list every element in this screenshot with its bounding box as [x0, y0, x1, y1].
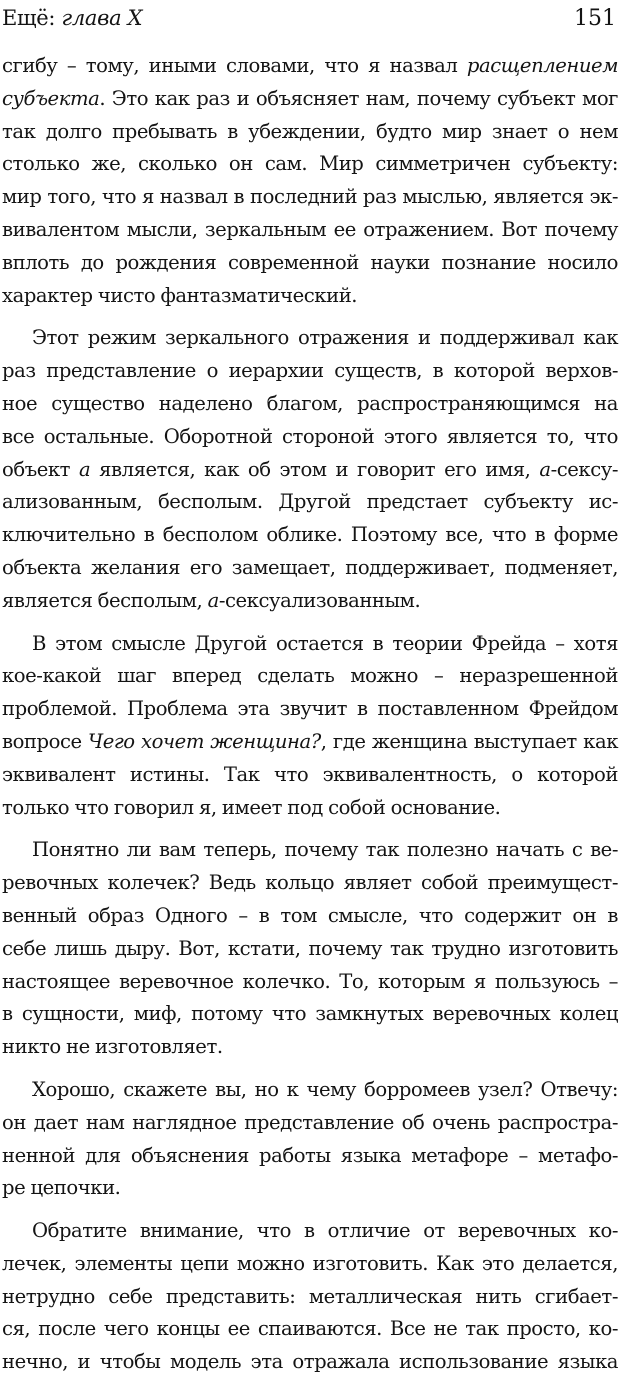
text-line: [2, 1107, 618, 1140]
text-run: столько же, сколько он сам. Мир симметричен субъекту:: [2, 152, 618, 176]
text-line: [2, 1074, 618, 1107]
text-run: раз представление о иерархии существ, в которой верхов-: [2, 359, 618, 383]
text-run: Обратите внимание, что в отличие от веревочных ко-: [32, 1219, 618, 1243]
text-line: [2, 867, 618, 900]
text-line: [2, 998, 618, 1031]
text-run: все остальные. Оборотной стороной этого является то, что: [2, 424, 618, 448]
text-line: [2, 322, 618, 355]
text-run: венный образ Одного – в том смысле, что содержит он в: [2, 903, 618, 927]
text-line: [2, 355, 618, 388]
text-run: вплоть до рождения современной науки познание носило: [2, 250, 618, 274]
text-run: объекта желания его замещает, поддерживает, подменяет,: [2, 555, 618, 579]
text-run: в сущности, миф, потому что замкнутых веревочных колец: [2, 1002, 618, 1026]
text-run: кое-какой шаг вперед сделать можно – неразрешенной: [2, 664, 618, 688]
text-run: ре цепочки.: [2, 1176, 121, 1200]
text-run: В этом смысле Другой остается в теории Фрейда – хотя: [32, 631, 618, 655]
text-line: [2, 454, 618, 487]
text-line: [2, 116, 618, 149]
text-run: никто не изготовляет.: [2, 1035, 223, 1059]
text-line: [2, 966, 618, 999]
text-run: -сексу-: [550, 457, 618, 481]
text-line: [2, 181, 618, 214]
paragraph: [2, 1215, 618, 1379]
text-line: [2, 421, 618, 454]
text-line: [2, 1172, 618, 1205]
paragraph: [2, 50, 618, 312]
text-run: лечек, элементы цепи можно изготовить. Как это делается,: [2, 1251, 618, 1275]
text-line: [2, 1215, 618, 1248]
text-run: -сексуализованным.: [218, 588, 421, 612]
text-run: объект: [2, 457, 79, 481]
running-head-chapter: глава X: [61, 6, 143, 30]
text-line: [2, 834, 618, 867]
text-run: , где женщина выступает как: [320, 729, 618, 753]
italic-run: Чего хочет женщина?: [88, 729, 321, 753]
text-run: ненной для объяснения работы языка метафоре – метафо-: [2, 1143, 618, 1167]
text-line: [2, 792, 618, 825]
page-header: [2, 0, 616, 36]
text-line: [2, 1031, 618, 1064]
text-line: [2, 1248, 618, 1281]
text-line: [2, 388, 618, 421]
text-line: [2, 1281, 618, 1314]
text-run: он дает нам наглядное представление об очень распростра-: [2, 1110, 618, 1134]
paragraph: [2, 834, 618, 1064]
text-run: сгибу – тому, иными словами, что я назвал: [2, 54, 467, 77]
text-run: вивалентом мысли, зеркальным ее отражением. Вот почему: [2, 217, 618, 241]
italic-run: а: [78, 457, 91, 481]
text-run: ализованным, бесполым. Другой предстает субъекту ис-: [2, 490, 618, 514]
text-run: проблемой. Проблема эта звучит в поставленном Фрейдом: [2, 697, 618, 721]
body-text: [2, 50, 618, 1379]
text-line: [2, 519, 618, 552]
italic-run: а: [207, 588, 219, 612]
text-line: [2, 759, 618, 792]
paragraph: [2, 322, 618, 617]
text-run: так долго пребывать в убеждении, будто мир знает о нем: [2, 119, 618, 143]
text-run: мир того, что я назвал в последний раз мыслью, является эк-: [2, 185, 618, 209]
running-head: [2, 6, 142, 30]
paragraph: [2, 628, 618, 825]
text-run: настоящее веревочное колечко. То, которым я пользуюсь –: [2, 969, 618, 993]
text-run: является бесполым,: [2, 588, 208, 612]
text-line: [2, 933, 618, 966]
text-line: [2, 900, 618, 933]
italic-run: расщеплением: [466, 54, 618, 77]
text-run: характер чисто фантазматический.: [2, 283, 358, 307]
text-line: [2, 585, 618, 618]
text-run: только что говорил я, имеет под собой основание.: [2, 795, 501, 819]
text-line: [2, 247, 618, 280]
text-run: нечно, и чтобы модель эта отражала использование языка: [2, 1350, 618, 1374]
text-run: ключительно в бесполом облике. Поэтому все, что в форме: [2, 523, 618, 547]
running-head-prefix: Ещё:: [2, 6, 62, 30]
text-run: Этот режим зеркального отражения и поддерживал как: [32, 326, 618, 350]
text-line: [2, 726, 618, 759]
text-line: [2, 1140, 618, 1173]
text-run: ревочных колечек? Ведь кольцо являет собой преимущест-: [2, 871, 618, 895]
text-line: [2, 552, 618, 585]
text-line: [2, 1313, 618, 1346]
text-run: вопросе: [2, 729, 88, 753]
text-run: ное существо наделено благом, распространяющимся на: [2, 391, 618, 415]
text-line: [2, 50, 618, 83]
text-line: [2, 1346, 618, 1379]
text-line: [2, 83, 618, 116]
text-line: [2, 660, 618, 693]
text-run: эквивалент истины. Так что эквивалентность, о которой: [2, 762, 618, 786]
text-line: [2, 280, 618, 313]
text-run: ся, после чего концы ее спаиваются. Все не так просто, ко-: [2, 1317, 618, 1341]
text-line: [2, 693, 618, 726]
italic-run: а: [539, 457, 551, 481]
text-line: [2, 628, 618, 661]
text-line: [2, 148, 618, 181]
page-number: 151: [574, 5, 616, 31]
text-line: [2, 486, 618, 519]
text-run: Понятно ли вам теперь, почему так полезно начать с ве-: [32, 838, 618, 862]
text-line: [2, 214, 618, 247]
text-run: является, как об этом и говорит его имя,: [90, 457, 540, 481]
text-run: нетрудно себе представить: металлическая нить сгибает-: [2, 1284, 618, 1308]
text-run: себе лишь дыру. Вот, кстати, почему так трудно изготовить: [2, 936, 618, 960]
text-run: Хорошо, скажете вы, но к чему борромеев узел? Отвечу:: [32, 1077, 618, 1101]
italic-run: субъекта: [2, 86, 100, 110]
text-run: . Это как раз и объясняет нам, почему субъект мог: [99, 86, 618, 110]
paragraph: [2, 1074, 618, 1205]
